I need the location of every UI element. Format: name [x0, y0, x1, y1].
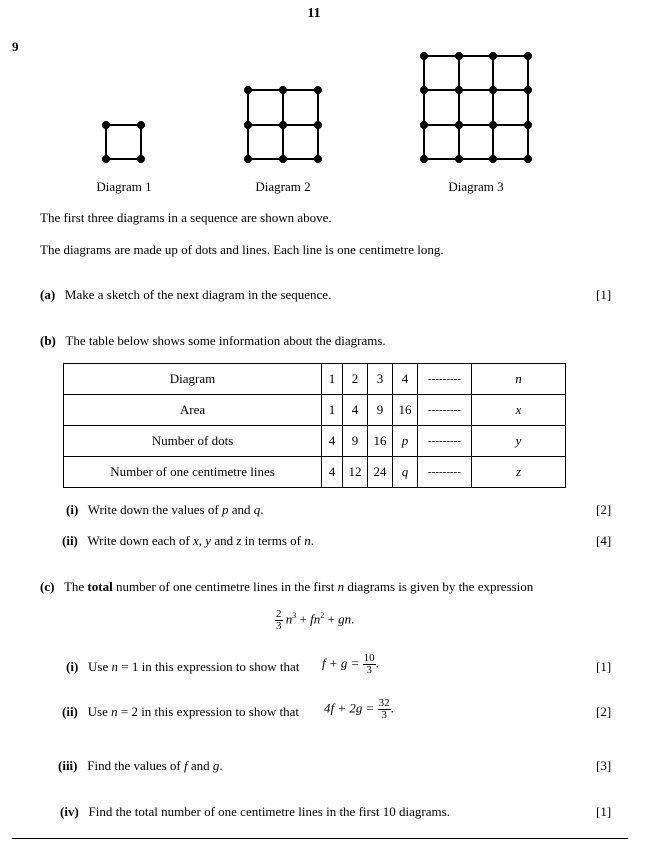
table-cell: p — [393, 426, 418, 457]
denominator: 3 — [366, 664, 372, 676]
part-c-i-marks: [1] — [596, 659, 612, 674]
table-cell: --------- — [418, 364, 472, 395]
part-c-iv-marks: [1] — [596, 804, 612, 819]
part-b-ii-label: (ii) — [62, 533, 78, 548]
intro-line-1: The first three diagrams in a sequence are shown above. — [40, 210, 332, 225]
table-cell: --------- — [418, 395, 472, 426]
part-c-ii-label: (ii) — [62, 704, 78, 719]
part-a-text: Make a sketch of the next diagram in the sequence. — [64, 287, 332, 302]
text-run: . — [310, 533, 314, 548]
intro-line-2: The diagrams are made up of dots and lines. Each line is one centimetre long. — [40, 242, 444, 257]
part-c-i-equation — [322, 653, 379, 676]
text-run: Use — [87, 704, 112, 719]
diagram-3 — [421, 53, 531, 162]
text-run: Write down the values of — [87, 502, 222, 517]
equation-lhs: f + g = — [322, 655, 360, 671]
emphasis: total — [87, 579, 113, 594]
table-cell: 12 — [343, 457, 368, 488]
table-cell: 4 — [322, 457, 343, 488]
part-b-ii-marks: [4] — [596, 533, 612, 548]
part-c-iv-label: (iv) — [60, 804, 79, 819]
part-b-i-label: (i) — [66, 502, 79, 517]
text-run: Write down each of — [87, 533, 194, 548]
table-cell: --------- — [418, 426, 472, 457]
variable: p — [221, 502, 229, 517]
part-b-label: (b) — [40, 333, 56, 348]
part-c-ii-equation — [324, 698, 394, 721]
part-b — [40, 333, 386, 349]
text-run: + — [324, 611, 339, 627]
variable: y — [205, 533, 212, 548]
bottom-rule — [12, 838, 628, 839]
table-row — [64, 395, 566, 426]
numerator: 10 — [363, 652, 375, 664]
part-c-i — [66, 659, 299, 675]
part-c-iv-text: Find the total number of one centimetre lines in the first 10 diagrams. — [88, 804, 450, 819]
part-c-iii-marks: [3] — [596, 758, 612, 773]
part-b-i — [66, 502, 263, 518]
part-c-ii — [62, 704, 299, 720]
table-cell: Diagram — [64, 364, 322, 395]
fraction — [378, 698, 391, 721]
text-run: . — [351, 611, 355, 627]
numerator: 32 — [378, 697, 390, 709]
part-b-ii — [62, 533, 314, 549]
text-run: The — [63, 579, 88, 594]
table-cell: 16 — [368, 426, 393, 457]
part-c-label: (c) — [40, 579, 55, 594]
table-cell: y — [472, 426, 566, 457]
table-cell: 4 — [343, 395, 368, 426]
part-a-marks: [1] — [596, 287, 612, 302]
variable: n — [111, 659, 118, 674]
text-run: diagrams is given by the expression — [344, 579, 534, 594]
part-c-iii — [58, 758, 223, 774]
numerator: 2 — [276, 608, 282, 620]
table-cell: z — [472, 457, 566, 488]
variable: gn — [338, 611, 352, 627]
exponent: 3 — [292, 611, 297, 621]
variable: z — [236, 533, 242, 548]
question-number: 9 — [12, 39, 19, 54]
fraction — [363, 653, 376, 676]
table-cell: 24 — [368, 457, 393, 488]
diagram-3-caption: Diagram 3 — [448, 179, 504, 194]
part-b-i-marks: [2] — [596, 502, 612, 517]
expression — [275, 609, 354, 632]
table-cell: 4 — [393, 364, 418, 395]
table-cell: --------- — [418, 457, 472, 488]
equation-lhs: 4f + 2g = — [324, 700, 375, 716]
variable: g — [212, 758, 220, 773]
text-run: = 2 in this expression to show that — [117, 704, 299, 719]
text-run: Find the values of — [87, 758, 185, 773]
text-run: = 1 in this expression to show that — [118, 659, 300, 674]
text-run: number of one centimetre lines in the first — [112, 579, 338, 594]
table-cell: 16 — [393, 395, 418, 426]
variable: f — [184, 758, 188, 773]
variable: q — [253, 502, 261, 517]
text-run: , — [198, 533, 206, 548]
part-c — [40, 579, 533, 595]
text-run: . — [260, 502, 264, 517]
table-cell: 1 — [322, 364, 343, 395]
text-run: . — [390, 700, 394, 716]
text-run: and — [228, 502, 254, 517]
diagram-1 — [103, 122, 144, 162]
table-cell: Number of one centimetre lines — [64, 457, 322, 488]
variable: x — [193, 533, 199, 548]
table-cell: 2 — [343, 364, 368, 395]
table-row — [64, 457, 566, 488]
fraction — [275, 609, 283, 632]
variable: n — [337, 579, 345, 594]
table-cell: 3 — [368, 364, 393, 395]
text-run: in terms of — [241, 533, 305, 548]
variable: fn — [310, 611, 321, 627]
text-run: and — [187, 758, 213, 773]
page-number: 11 — [307, 6, 321, 21]
table-row — [64, 364, 566, 395]
text-run: and — [211, 533, 237, 548]
table-cell: Area — [64, 395, 322, 426]
table-cell: q — [393, 457, 418, 488]
part-c-ii-marks: [2] — [596, 704, 612, 719]
diagram-2 — [245, 87, 321, 162]
diagram-2-caption: Diagram 2 — [255, 179, 311, 194]
exponent: 2 — [320, 611, 325, 621]
part-c-i-label: (i) — [66, 659, 79, 674]
part-a-label: (a) — [40, 287, 56, 302]
table-row — [64, 426, 566, 457]
table-cell: 9 — [343, 426, 368, 457]
table-cell: x — [472, 395, 566, 426]
text-run: . — [375, 655, 379, 671]
text-run: . — [219, 758, 223, 773]
denominator: 3 — [381, 709, 387, 721]
part-c-iv — [60, 804, 450, 820]
text-run: Use — [88, 659, 112, 674]
part-b-text: The table below shows some information about the diagrams. — [65, 333, 386, 348]
variable: n — [304, 533, 311, 548]
table-cell: 4 — [322, 426, 343, 457]
variable: n — [111, 704, 118, 719]
info-table — [63, 363, 566, 488]
table-cell: n — [472, 364, 566, 395]
diagram-1-caption: Diagram 1 — [96, 179, 152, 194]
text-run: + — [296, 611, 311, 627]
variable: n — [285, 611, 293, 627]
table-cell: 9 — [368, 395, 393, 426]
part-a — [40, 287, 331, 303]
part-c-iii-label: (iii) — [58, 758, 78, 773]
table-cell: Number of dots — [64, 426, 322, 457]
sequence-diagrams — [0, 0, 648, 175]
table-cell: 1 — [322, 395, 343, 426]
denominator: 3 — [276, 620, 282, 632]
